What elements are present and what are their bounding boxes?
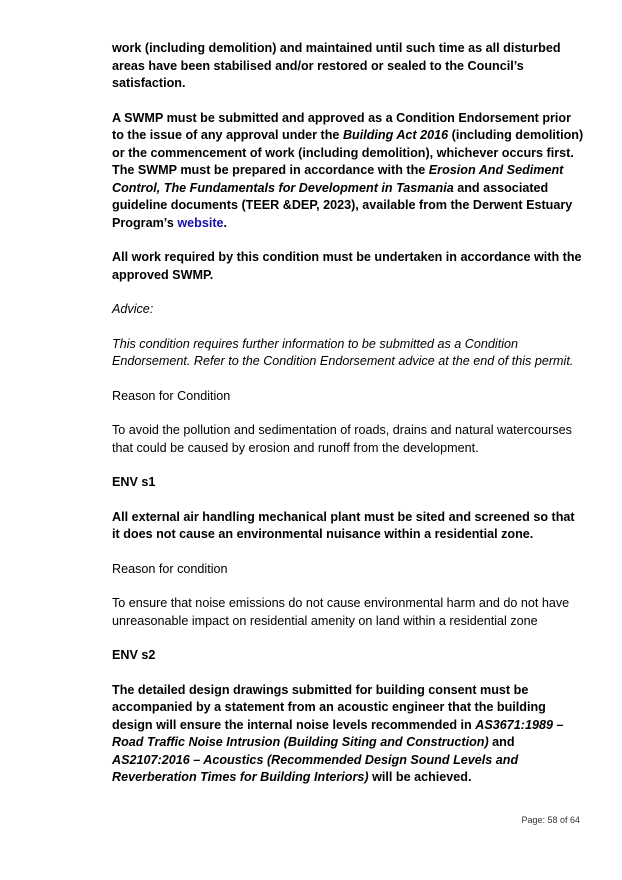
text-segment: A SWMP must be submitted and approved as a Condition Endorsement prior to the issue of any approval under the — [112, 110, 572, 142]
reason-label-2: Reason for condition — [112, 561, 228, 576]
advice-text: This condition requires further information to be submitted as a Condition Endorsement. Refer to the Condition Endorsement advice at the end of this permit. — [112, 336, 574, 368]
advice-label: Advice: — [112, 302, 154, 316]
website-link[interactable]: website — [177, 215, 224, 230]
erosion-guide-title: Erosion And Sediment Control, The Fundamentals for Development in Tasmania — [112, 163, 564, 195]
page-number: Page: 58 of 64 — [521, 815, 580, 825]
text-segment: The detailed design drawings submitted for building consent must be accompanied by a statement from an acoustic engineer that the building design will ensure the internal noise levels recommended in — [112, 682, 546, 732]
standard-as3671: AS3671:1989 – Road Traffic Noise Intrusion (Building Siting and Construction) — [112, 717, 564, 749]
text-segment: and — [488, 735, 515, 749]
paragraph-approved-swmp: All work required by this condition must be undertaken in accordance with the approved SWMP. — [112, 250, 582, 282]
paragraph-disturbed-areas: work (including demolition) and maintained until such time as all disturbed areas have been stabilised and/or restored or sealed to the Council’s satisfaction. — [112, 41, 561, 90]
paragraph-env-s2 — [112, 682, 584, 787]
reason-label-1: Reason for Condition — [112, 388, 231, 403]
text-segment: . — [223, 215, 228, 230]
standard-as2107: AS2107:2016 – Acoustics (Recommended Design Sound Levels and Reverberation Times for Building Interiors) — [112, 752, 519, 784]
text-segment: and associated guideline documents (TEER &DEP, 2023), available from the Derwent Estuary Program’s — [112, 180, 573, 230]
document-page — [112, 40, 584, 804]
building-act-title: Building Act 2016 — [342, 128, 449, 142]
reason-text-1: To avoid the pollution and sedimentation of roads, drains and natural watercourses that could be caused by erosion and runoff from the development. — [112, 423, 572, 455]
reason-text-2: To ensure that noise emissions do not cause environmental harm and do not have unreasonable impact on residential amenity on land within a residential zone — [112, 596, 570, 628]
text-segment: will be achieved. — [368, 770, 472, 784]
heading-env-s1: ENV s1 — [112, 475, 156, 489]
paragraph-env-s1: All external air handling mechanical plant must be sited and screened so that it does not cause an environmental nuisance within a residential zone. — [112, 509, 575, 541]
paragraph-swmp-submission — [112, 110, 584, 233]
heading-env-s2: ENV s2 — [112, 648, 156, 662]
text-segment: (including demolition) or the commencement of work (including demolition), whichever occurs first. The SWMP must be prepared in accordance with the — [112, 128, 584, 177]
